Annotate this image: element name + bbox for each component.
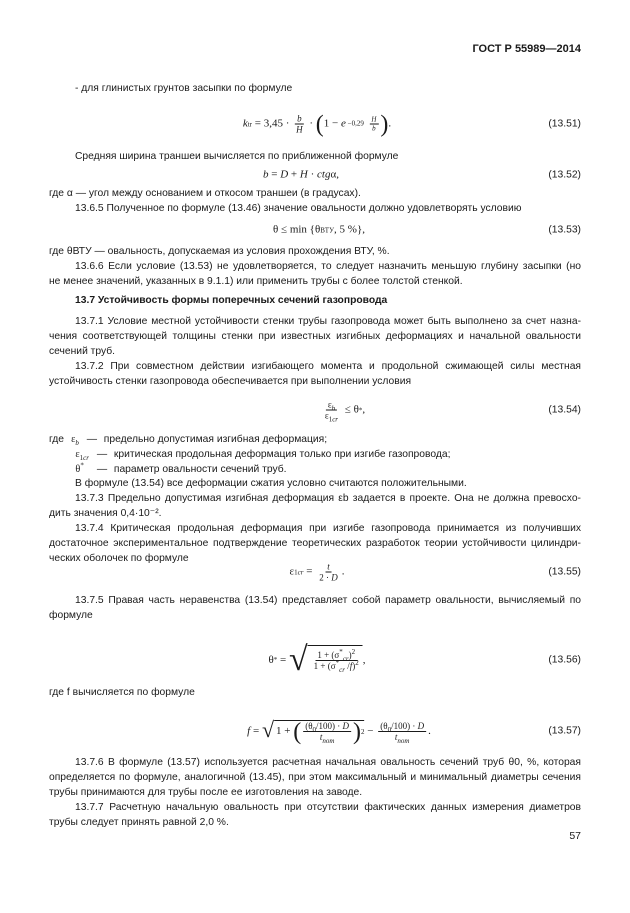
where-prefix: где bbox=[49, 434, 65, 445]
text-line: устойчивость стенки газопровода обеспечивается при выполнении условия bbox=[49, 376, 412, 387]
text-line: - для глинистых грунтов засыпки по формуле bbox=[75, 83, 293, 94]
equation-number: (13.52) bbox=[548, 169, 581, 181]
equation-13-56 bbox=[49, 638, 581, 682]
formula: ε 1cr = $\frac{t}{2 \cdot D}$ . bbox=[289, 561, 345, 583]
text-line: где α — угол между основанием и откосом траншеи (в градусах). bbox=[49, 188, 361, 199]
equation-number: (13.57) bbox=[548, 725, 581, 737]
equation-13-55 bbox=[49, 555, 581, 589]
formula: f = √ 1 + ( $\frac{(\theta_0/100) \cdot D}{t_{nom}}$ ) 2 − $\frac{(\theta_0/100) \cdot D}{t_{nom}}$ . bbox=[247, 717, 431, 745]
formula: θ * = √ $\frac{1 + (\sigma^*_{cr})^2}{1 + (\sigma^*_{cr} /f)^2}$ , bbox=[268, 641, 366, 678]
text-line: сечений труб. bbox=[49, 346, 116, 357]
equation-13-57 bbox=[49, 712, 581, 750]
text-line: дить значения 0,4·10⁻². bbox=[49, 508, 162, 519]
text-line: 13.7.1 Условие местной устойчивости стенки трубы газопровода может быть выполнено за счет назна- bbox=[75, 316, 581, 327]
text-line: ческих оболочек по формуле bbox=[49, 553, 189, 564]
text-line: формуле bbox=[49, 610, 93, 621]
text-line: достаточное экспериментальное подтверждение теоретических разработок теории устойчивости цилиндри- bbox=[49, 538, 581, 549]
equation-13-53 bbox=[49, 213, 581, 247]
equation-number: (13.51) bbox=[548, 118, 581, 130]
text-line: определяется по формуле, аналогичной (13.45), при этом максимальный и минимальный диаметры сечения bbox=[49, 772, 581, 783]
text-line: 13.7.2 При совместном действии изгибающего момента и продольной сжимающей силы местная bbox=[75, 361, 581, 372]
equation-13-51 bbox=[49, 107, 581, 141]
text-line: 13.7.5 Правая часть неравенства (13.54) представляет собой параметр овальности, вычисляемый по bbox=[75, 595, 581, 606]
text-line: Средняя ширина траншеи вычисляется по приближенной формуле bbox=[75, 151, 399, 162]
equation-number: (13.56) bbox=[548, 654, 581, 666]
legend-row: $\varepsilon_{1cr}$ — критическая продольная деформация только при изгибе газопровода; bbox=[75, 449, 451, 463]
text-line: трубы следует принять равной 2,0 %. bbox=[49, 817, 229, 828]
equation-number: (13.53) bbox=[548, 224, 581, 236]
equation-number: (13.54) bbox=[548, 404, 581, 416]
text-line: 13.7.4 Критическая продольная деформация при изгибе газопровода принимается из получивших bbox=[75, 523, 581, 534]
text-line: 13.6.5 Полученное по формуле (13.46) значение овальности должно удовлетворять условию bbox=[75, 203, 522, 214]
text-line: В формуле (13.54) все деформации сжатия условно считаются положительными. bbox=[75, 478, 467, 489]
text-line: чения соответствующей толщины стенки при известных изгибных деформациях и начальной овальности bbox=[49, 331, 581, 342]
text-line: 13.7.3 Предельно допустимая изгибная деформация εb задается в проекте. Она не должна превосхо- bbox=[75, 493, 581, 504]
text-line: где f вычисляется по формуле bbox=[49, 687, 195, 698]
section-heading: 13.7 Устойчивость формы поперечных сечений газопровода bbox=[75, 295, 388, 306]
legend-row: где $\varepsilon_b$ — предельно допустимая изгибная деформация; bbox=[49, 434, 328, 448]
formula: k tr = 3,45 · $\frac{b}{H}$ · ( 1 − e −0,29 $\frac{H}{b}$ ) . bbox=[242, 111, 392, 137]
text-line: где θВТУ — овальность, допускаемая из условия прохождения ВТУ, %. bbox=[49, 246, 390, 257]
formula: b = D + H · ctg α, bbox=[263, 168, 339, 181]
document-header: ГОСТ Р 55989—2014 bbox=[472, 43, 581, 55]
formula: $\frac{\varepsilon_b}{\varepsilon_{1cr}}$ ≤ θ * , bbox=[324, 399, 366, 424]
page-number: 57 bbox=[569, 830, 581, 842]
text-line: 13.7.7 Расчетную начальную овальность при отсутствии фактических данных измерения диаметров bbox=[75, 802, 581, 813]
formula: θ ≤ min {θ ВТУ , 5 %}, bbox=[273, 223, 365, 236]
text-line: трубы принимаются для трубы после ее изготовления на заводе. bbox=[49, 787, 363, 798]
equation-13-54 bbox=[49, 393, 581, 427]
equation-number: (13.55) bbox=[548, 566, 581, 578]
text-line: 13.7.6 В формуле (13.57) используется расчетная начальная овальность сечений труб θ0, %, которая bbox=[75, 757, 581, 768]
legend-row: θ* — параметр овальности сечений труб. bbox=[75, 461, 287, 475]
text-line: 13.6.6 Если условие (13.53) не удовлетворяется, то следует назначить меньшую глубину засыпки (но bbox=[75, 261, 581, 272]
text-line: не менее значений, указанных в 9.1.1) или применить трубы с более толстой стенкой. bbox=[49, 276, 463, 287]
